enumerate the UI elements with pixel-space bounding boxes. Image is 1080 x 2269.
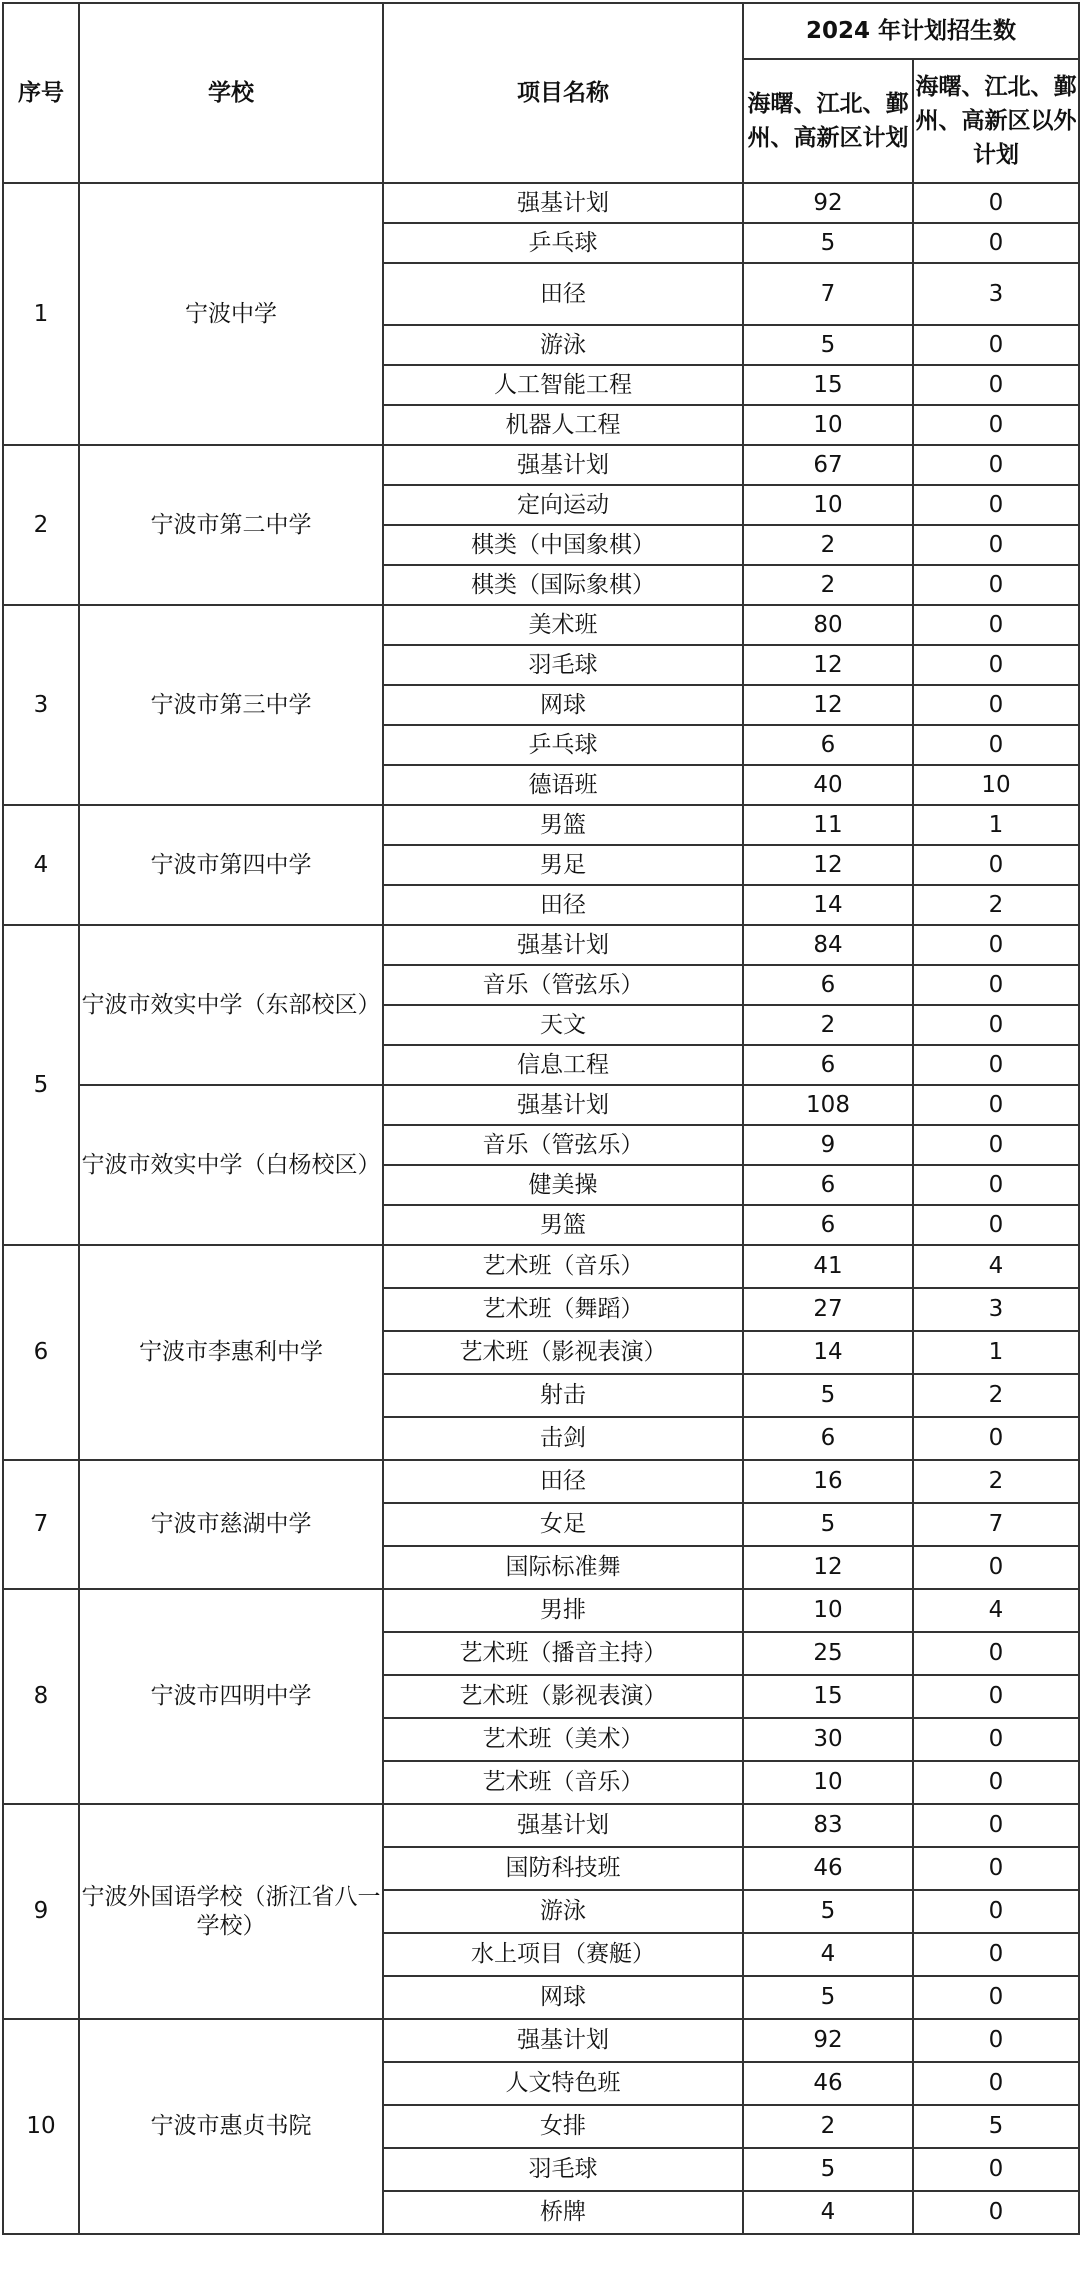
school-name: 宁波市惠贞书院	[79, 2019, 383, 2234]
inside-plan-count: 15	[743, 1675, 913, 1718]
outside-plan-count: 0	[913, 1675, 1079, 1718]
project-name: 田径	[383, 263, 743, 325]
outside-plan-count: 0	[913, 183, 1079, 223]
outside-plan-count: 1	[913, 805, 1079, 845]
project-name: 艺术班（影视表演）	[383, 1675, 743, 1718]
outside-plan-count: 0	[913, 1804, 1079, 1847]
outside-plan-count: 0	[913, 2062, 1079, 2105]
outside-plan-count: 0	[913, 525, 1079, 565]
inside-plan-count: 10	[743, 1589, 913, 1632]
outside-plan-count: 0	[913, 965, 1079, 1005]
school-name: 宁波市慈湖中学	[79, 1460, 383, 1589]
outside-plan-count: 0	[913, 1632, 1079, 1675]
outside-plan-count: 2	[913, 1374, 1079, 1417]
row-index: 8	[3, 1589, 79, 1804]
project-name: 人工智能工程	[383, 365, 743, 405]
project-name: 男足	[383, 845, 743, 885]
project-name: 音乐（管弦乐）	[383, 1125, 743, 1165]
header-plan-group: 2024 年计划招生数	[743, 3, 1079, 59]
outside-plan-count: 0	[913, 1417, 1079, 1460]
inside-plan-count: 5	[743, 223, 913, 263]
school-name: 宁波市效实中学（东部校区）	[79, 925, 383, 1085]
table-row	[3, 445, 1079, 485]
outside-plan-count: 0	[913, 1085, 1079, 1125]
project-name: 音乐（管弦乐）	[383, 965, 743, 1005]
inside-plan-count: 46	[743, 2062, 913, 2105]
project-name: 羽毛球	[383, 645, 743, 685]
outside-plan-count: 3	[913, 263, 1079, 325]
table-row	[3, 1589, 1079, 1632]
outside-plan-count: 0	[913, 925, 1079, 965]
inside-plan-count: 4	[743, 1933, 913, 1976]
inside-plan-count: 108	[743, 1085, 913, 1125]
project-name: 强基计划	[383, 1085, 743, 1125]
row-index: 3	[3, 605, 79, 805]
outside-plan-count: 0	[913, 485, 1079, 525]
school-name: 宁波市效实中学（白杨校区）	[79, 1085, 383, 1245]
outside-plan-count: 2	[913, 885, 1079, 925]
project-name: 男篮	[383, 805, 743, 845]
inside-plan-count: 5	[743, 2148, 913, 2191]
outside-plan-count: 0	[913, 1933, 1079, 1976]
inside-plan-count: 2	[743, 525, 913, 565]
project-name: 国防科技班	[383, 1847, 743, 1890]
project-name: 女排	[383, 2105, 743, 2148]
outside-plan-count: 5	[913, 2105, 1079, 2148]
project-name: 乒乓球	[383, 223, 743, 263]
outside-plan-count: 0	[913, 1125, 1079, 1165]
inside-plan-count: 10	[743, 405, 913, 445]
outside-plan-count: 0	[913, 1205, 1079, 1245]
table-row	[3, 1460, 1079, 1503]
outside-plan-count: 0	[913, 2191, 1079, 2234]
inside-plan-count: 12	[743, 645, 913, 685]
outside-plan-count: 0	[913, 1761, 1079, 1804]
inside-plan-count: 80	[743, 605, 913, 645]
inside-plan-count: 12	[743, 685, 913, 725]
enrollment-plan-table	[2, 2, 1080, 2235]
inside-plan-count: 67	[743, 445, 913, 485]
inside-plan-count: 12	[743, 1546, 913, 1589]
outside-plan-count: 0	[913, 725, 1079, 765]
inside-plan-count: 2	[743, 565, 913, 605]
school-name: 宁波市李惠利中学	[79, 1245, 383, 1460]
outside-plan-count: 0	[913, 1165, 1079, 1205]
outside-plan-count: 0	[913, 1976, 1079, 2019]
inside-plan-count: 6	[743, 965, 913, 1005]
inside-plan-count: 10	[743, 1761, 913, 1804]
project-name: 网球	[383, 685, 743, 725]
outside-plan-count: 0	[913, 1005, 1079, 1045]
project-name: 人文特色班	[383, 2062, 743, 2105]
table-row	[3, 805, 1079, 845]
inside-plan-count: 92	[743, 183, 913, 223]
inside-plan-count: 41	[743, 1245, 913, 1288]
inside-plan-count: 2	[743, 1005, 913, 1045]
outside-plan-count: 0	[913, 223, 1079, 263]
inside-plan-count: 9	[743, 1125, 913, 1165]
inside-plan-count: 30	[743, 1718, 913, 1761]
inside-plan-count: 15	[743, 365, 913, 405]
inside-plan-count: 16	[743, 1460, 913, 1503]
project-name: 艺术班（美术）	[383, 1718, 743, 1761]
inside-plan-count: 6	[743, 725, 913, 765]
inside-plan-count: 5	[743, 1890, 913, 1933]
header-school: 学校	[79, 3, 383, 183]
project-name: 强基计划	[383, 1804, 743, 1847]
inside-plan-count: 11	[743, 805, 913, 845]
project-name: 击剑	[383, 1417, 743, 1460]
project-name: 桥牌	[383, 2191, 743, 2234]
inside-plan-count: 40	[743, 765, 913, 805]
inside-plan-count: 6	[743, 1165, 913, 1205]
outside-plan-count: 0	[913, 685, 1079, 725]
project-name: 田径	[383, 1460, 743, 1503]
inside-plan-count: 92	[743, 2019, 913, 2062]
project-name: 羽毛球	[383, 2148, 743, 2191]
outside-plan-count: 10	[913, 765, 1079, 805]
outside-plan-count: 0	[913, 605, 1079, 645]
row-index: 2	[3, 445, 79, 605]
school-name: 宁波市第二中学	[79, 445, 383, 605]
project-name: 信息工程	[383, 1045, 743, 1085]
inside-plan-count: 5	[743, 1374, 913, 1417]
inside-plan-count: 25	[743, 1632, 913, 1675]
outside-plan-count: 0	[913, 1718, 1079, 1761]
project-name: 棋类（中国象棋）	[383, 525, 743, 565]
school-name: 宁波中学	[79, 183, 383, 445]
outside-plan-count: 0	[913, 445, 1079, 485]
inside-plan-count: 14	[743, 1331, 913, 1374]
project-name: 国际标准舞	[383, 1546, 743, 1589]
project-name: 强基计划	[383, 183, 743, 223]
outside-plan-count: 4	[913, 1245, 1079, 1288]
outside-plan-count: 0	[913, 1847, 1079, 1890]
project-name: 美术班	[383, 605, 743, 645]
inside-plan-count: 6	[743, 1205, 913, 1245]
project-name: 游泳	[383, 1890, 743, 1933]
project-name: 女足	[383, 1503, 743, 1546]
table-row	[3, 1085, 1079, 1125]
project-name: 男排	[383, 1589, 743, 1632]
table-row	[3, 183, 1079, 223]
inside-plan-count: 2	[743, 2105, 913, 2148]
row-index: 7	[3, 1460, 79, 1589]
outside-plan-count: 3	[913, 1288, 1079, 1331]
table-body	[3, 3, 1079, 2234]
outside-plan-count: 0	[913, 365, 1079, 405]
table-row	[3, 1804, 1079, 1847]
outside-plan-count: 0	[913, 405, 1079, 445]
project-name: 艺术班（音乐）	[383, 1245, 743, 1288]
row-index: 10	[3, 2019, 79, 2234]
project-name: 游泳	[383, 325, 743, 365]
project-name: 艺术班（影视表演）	[383, 1331, 743, 1374]
school-name: 宁波市第四中学	[79, 805, 383, 925]
inside-plan-count: 7	[743, 263, 913, 325]
table-row	[3, 925, 1079, 965]
outside-plan-count: 1	[913, 1331, 1079, 1374]
outside-plan-count: 0	[913, 645, 1079, 685]
outside-plan-count: 0	[913, 1546, 1079, 1589]
outside-plan-count: 0	[913, 2019, 1079, 2062]
inside-plan-count: 5	[743, 325, 913, 365]
outside-plan-count: 0	[913, 1045, 1079, 1085]
project-name: 网球	[383, 1976, 743, 2019]
project-name: 艺术班（播音主持）	[383, 1632, 743, 1675]
project-name: 天文	[383, 1005, 743, 1045]
table-row	[3, 1245, 1079, 1288]
outside-plan-count: 0	[913, 565, 1079, 605]
header-index: 序号	[3, 3, 79, 183]
inside-plan-count: 84	[743, 925, 913, 965]
header-inside-plan: 海曙、江北、鄞州、高新区计划	[743, 59, 913, 183]
inside-plan-count: 5	[743, 1503, 913, 1546]
school-name: 宁波市第三中学	[79, 605, 383, 805]
project-name: 射击	[383, 1374, 743, 1417]
inside-plan-count: 6	[743, 1417, 913, 1460]
project-name: 艺术班（音乐）	[383, 1761, 743, 1804]
project-name: 强基计划	[383, 445, 743, 485]
project-name: 艺术班（舞蹈）	[383, 1288, 743, 1331]
project-name: 定向运动	[383, 485, 743, 525]
header-outside-plan: 海曙、江北、鄞州、高新区以外计划	[913, 59, 1079, 183]
outside-plan-count: 0	[913, 845, 1079, 885]
table-row	[3, 605, 1079, 645]
project-name: 健美操	[383, 1165, 743, 1205]
project-name: 乒乓球	[383, 725, 743, 765]
row-index: 9	[3, 1804, 79, 2019]
inside-plan-count: 5	[743, 1976, 913, 2019]
project-name: 机器人工程	[383, 405, 743, 445]
inside-plan-count: 46	[743, 1847, 913, 1890]
inside-plan-count: 12	[743, 845, 913, 885]
school-name: 宁波市四明中学	[79, 1589, 383, 1804]
outside-plan-count: 4	[913, 1589, 1079, 1632]
school-name: 宁波外国语学校（浙江省八一学校）	[79, 1804, 383, 2019]
inside-plan-count: 6	[743, 1045, 913, 1085]
inside-plan-count: 4	[743, 2191, 913, 2234]
inside-plan-count: 27	[743, 1288, 913, 1331]
outside-plan-count: 0	[913, 1890, 1079, 1933]
row-index: 1	[3, 183, 79, 445]
inside-plan-count: 10	[743, 485, 913, 525]
project-name: 男篮	[383, 1205, 743, 1245]
table-row	[3, 2019, 1079, 2062]
inside-plan-count: 83	[743, 1804, 913, 1847]
header-project: 项目名称	[383, 3, 743, 183]
row-index: 5	[3, 925, 79, 1245]
outside-plan-count: 7	[913, 1503, 1079, 1546]
project-name: 水上项目（赛艇）	[383, 1933, 743, 1976]
row-index: 4	[3, 805, 79, 925]
project-name: 强基计划	[383, 2019, 743, 2062]
project-name: 强基计划	[383, 925, 743, 965]
inside-plan-count: 14	[743, 885, 913, 925]
project-name: 棋类（国际象棋）	[383, 565, 743, 605]
project-name: 德语班	[383, 765, 743, 805]
outside-plan-count: 0	[913, 2148, 1079, 2191]
row-index: 6	[3, 1245, 79, 1460]
outside-plan-count: 0	[913, 325, 1079, 365]
project-name: 田径	[383, 885, 743, 925]
outside-plan-count: 2	[913, 1460, 1079, 1503]
header-row	[3, 3, 1079, 59]
